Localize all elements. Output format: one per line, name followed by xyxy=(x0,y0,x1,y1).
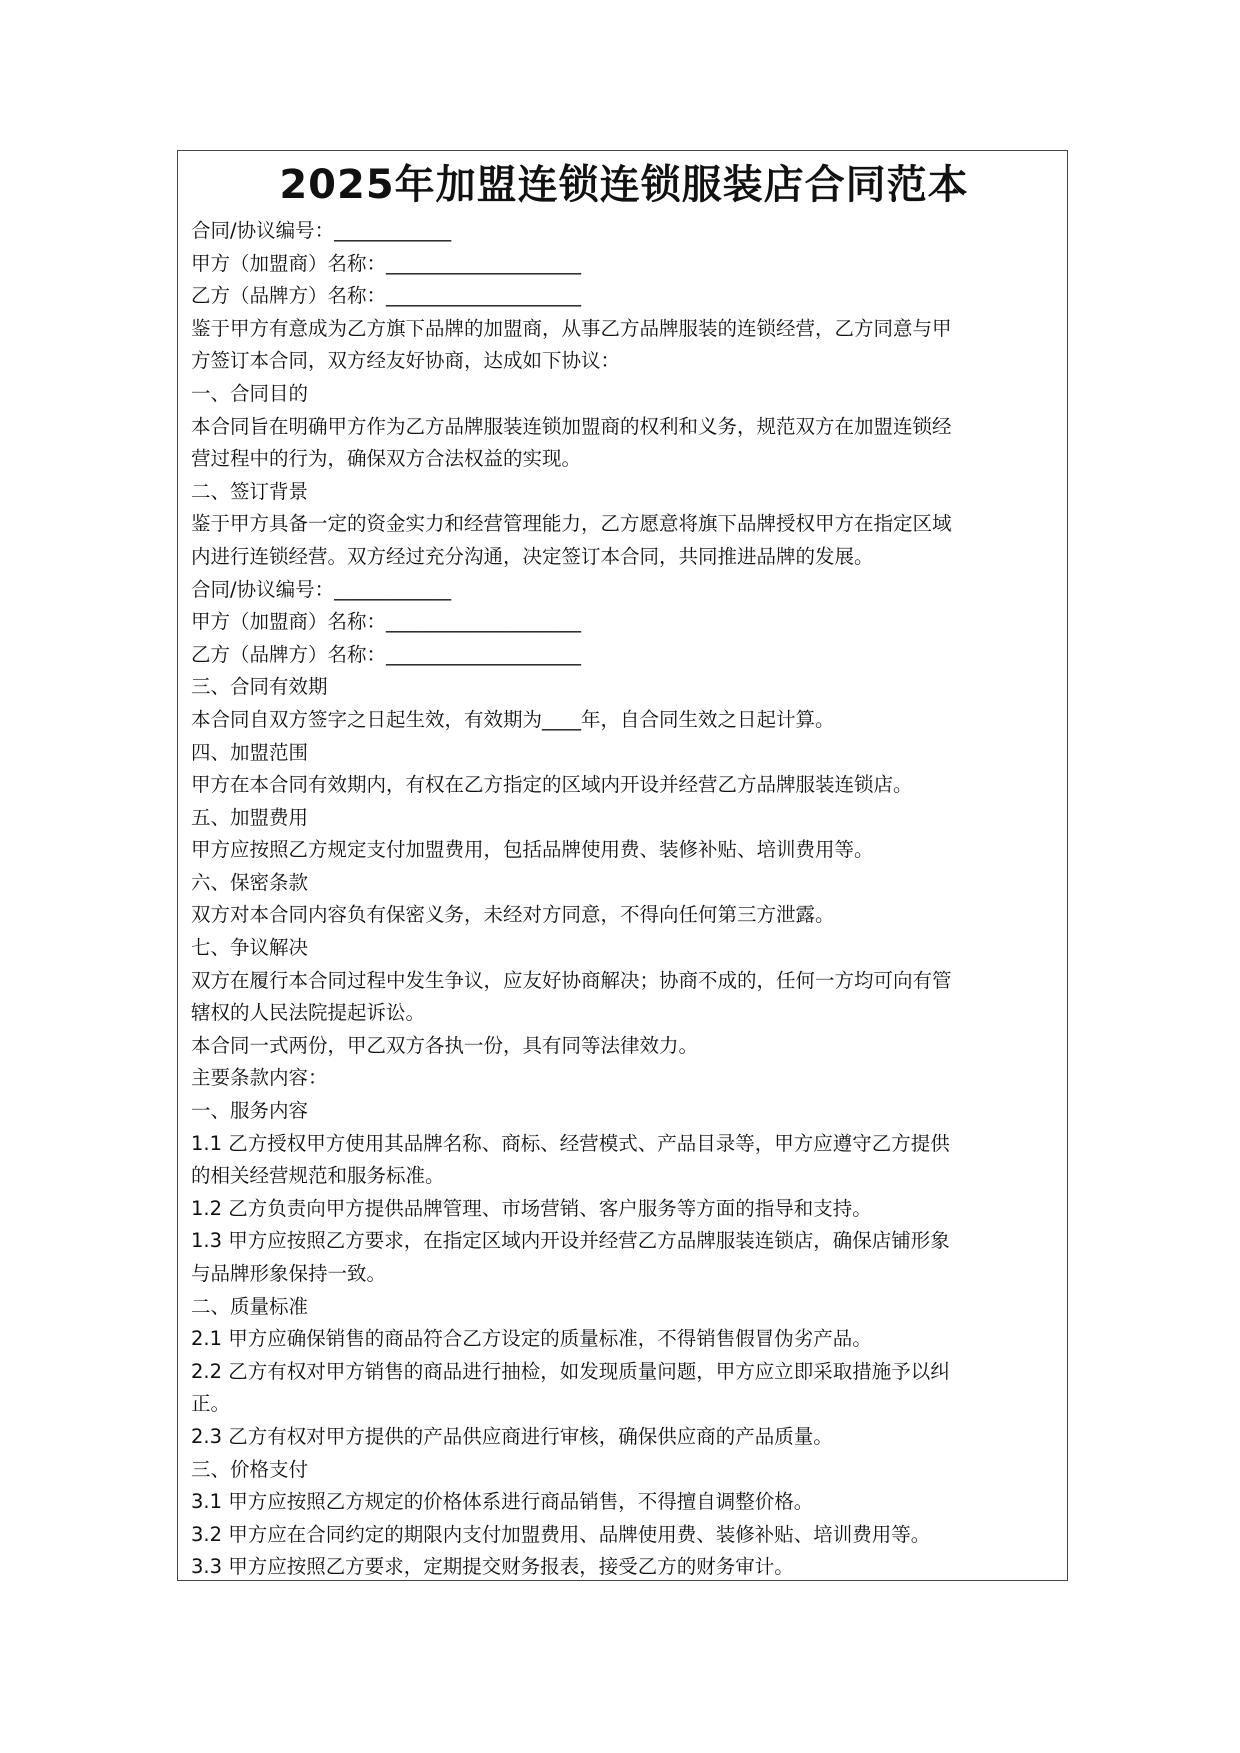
document-line: 辖权的人民法院提起诉讼。 xyxy=(191,1001,426,1025)
document-line: 主要条款内容： xyxy=(191,1066,328,1090)
document-line: 3.3 甲方应按照乙方要求，定期提交财务报表，接受乙方的财务审计。 xyxy=(191,1555,794,1579)
document-line: 方签订本合同，双方经友好协商，达成如下协议： xyxy=(191,349,621,373)
document-line: 1.2 乙方负责向甲方提供品牌管理、市场营销、客户服务等方面的指导和支持。 xyxy=(191,1196,872,1220)
document-line: 2.3 乙方有权对甲方提供的产品供应商进行审核，确保供应商的产品质量。 xyxy=(191,1424,833,1448)
document-line: 二、质量标准 xyxy=(191,1294,309,1318)
document-line: 2.2 乙方有权对甲方销售的商品进行抽检，如发现质量问题，甲方应立即采取措施予以纠 xyxy=(191,1359,950,1383)
document-line: 3.2 甲方应在合同约定的期限内支付加盟费用、品牌使用费、装修补贴、培训费用等。 xyxy=(191,1522,931,1546)
document-line: 三、合同有效期 xyxy=(191,675,328,699)
document-line: 七、争议解决 xyxy=(191,936,309,960)
document-frame xyxy=(177,150,1068,1581)
document-line: 的相关经营规范和服务标准。 xyxy=(191,1164,445,1188)
document-line: 甲方（加盟商）名称：____________________ xyxy=(191,251,582,275)
document-line: 四、加盟范围 xyxy=(191,740,309,764)
document-line: 二、签订背景 xyxy=(191,479,309,503)
document-line: 1.1 乙方授权甲方使用其品牌名称、商标、经营模式、产品目录等，甲方应遵守乙方提供 xyxy=(191,1131,950,1155)
document-line: 合同/协议编号：____________ xyxy=(191,219,452,242)
document-line: 甲方在本合同有效期内，有权在乙方指定的区域内开设并经营乙方品牌服装连锁店。 xyxy=(191,773,913,797)
document-line: 3.1 甲方应按照乙方规定的价格体系进行商品销售，不得擅自调整价格。 xyxy=(191,1490,814,1514)
document-line: 双方对本合同内容负有保密义务，未经对方同意，不得向任何第三方泄露。 xyxy=(191,903,835,927)
document-line: 六、保密条款 xyxy=(191,870,309,894)
document-line: 鉴于甲方有意成为乙方旗下品牌的加盟商，从事乙方品牌服装的连锁经营，乙方同意与甲 xyxy=(191,316,952,340)
document-line: 一、合同目的 xyxy=(191,381,309,405)
document-line: 本合同旨在明确甲方作为乙方品牌服装连锁加盟商的权利和义务，规范双方在加盟连锁经 xyxy=(191,414,952,438)
document-line: 乙方（品牌方）名称：____________________ xyxy=(191,284,582,308)
document-line: 双方在履行本合同过程中发生争议，应友好协商解决；协商不成的，任何一方均可向有管 xyxy=(191,968,952,992)
document-line: 甲方（加盟商）名称：____________________ xyxy=(191,610,582,634)
document-line: 合同/协议编号：____________ xyxy=(191,577,452,601)
document-line: 本合同自双方签字之日起生效，有效期为____年，自合同生效之日起计算。 xyxy=(191,707,835,731)
document-line: 一、服务内容 xyxy=(191,1099,309,1123)
document-line: 与品牌形象保持一致。 xyxy=(191,1262,387,1285)
document-line: 1.3 甲方应按照乙方要求，在指定区域内开设并经营乙方品牌服装连锁店，确保店铺形象 xyxy=(191,1229,950,1253)
document-body xyxy=(191,215,1057,1584)
document-line: 内进行连锁经营。双方经过充分沟通，决定签订本合同，共同推进品牌的发展。 xyxy=(191,544,874,568)
document-line: 正。 xyxy=(191,1392,231,1416)
document-line: 营过程中的行为，确保双方合法权益的实现。 xyxy=(191,447,582,471)
document-title: 2025年加盟连锁连锁服装店合同范本 xyxy=(279,162,969,208)
document-line: 2.1 甲方应确保销售的商品符合乙方设定的质量标准，不得销售假冒伪劣产品。 xyxy=(191,1327,872,1351)
document-line: 本合同一式两份，甲乙双方各执一份，具有同等法律效力。 xyxy=(191,1033,699,1057)
document-line: 甲方应按照乙方规定支付加盟费用，包括品牌使用费、装修补贴、培训费用等。 xyxy=(191,838,874,862)
document-line: 五、加盟费用 xyxy=(191,805,309,829)
document-line: 三、价格支付 xyxy=(191,1457,309,1481)
document-line: 乙方（品牌方）名称：____________________ xyxy=(191,642,582,666)
document-line: 鉴于甲方具备一定的资金实力和经营管理能力，乙方愿意将旗下品牌授权甲方在指定区域 xyxy=(191,512,952,536)
